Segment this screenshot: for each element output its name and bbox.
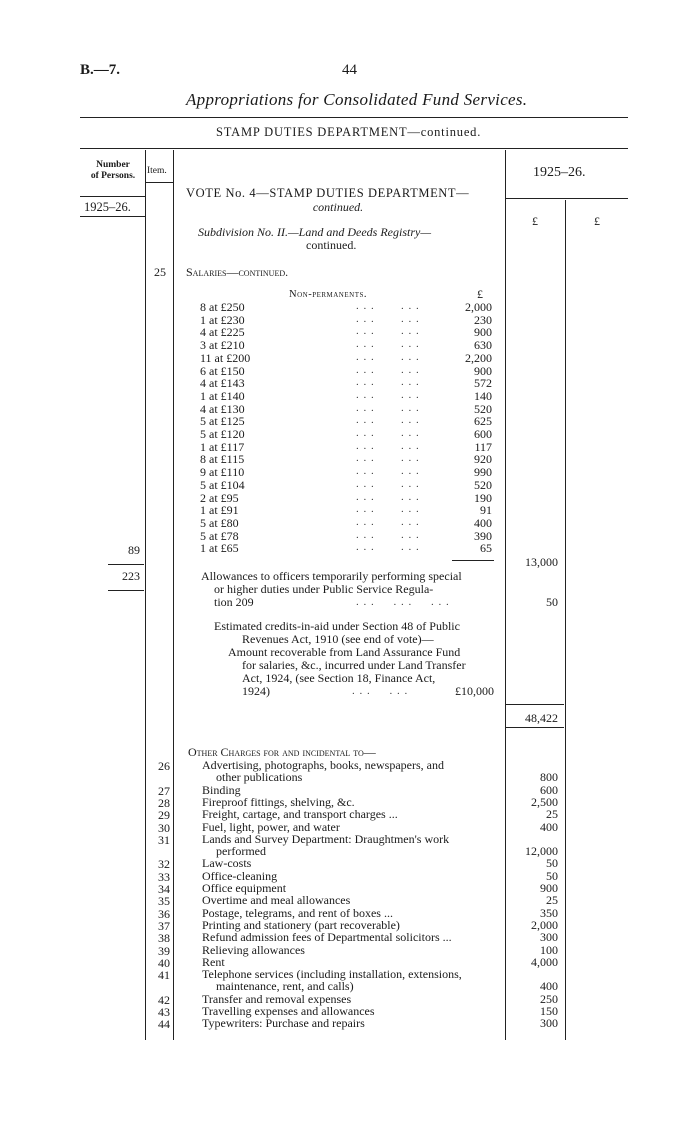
header-item-rule — [146, 182, 173, 183]
persons-total-rule — [108, 590, 144, 591]
subdivision-continued: continued. — [306, 238, 357, 252]
salary-row-leader: . . . . . . — [356, 312, 420, 325]
other-charge-label: Fuel, light, power, and water — [202, 819, 340, 834]
salary-row-label: 5 at £125 — [200, 414, 245, 429]
other-charge-amount: 400 — [540, 979, 558, 994]
other-charge-amount: 900 — [540, 881, 558, 895]
other-charge-amount: 12,000 — [525, 844, 558, 859]
other-charge-item-number: 31 — [158, 832, 170, 847]
salary-row-amount: 140 — [474, 388, 492, 403]
subtotal-top-rule — [506, 704, 564, 705]
salary-row-leader: . . . . . . — [356, 363, 420, 376]
other-charge-item-number: 42 — [158, 992, 170, 1007]
header-pound-1: £ — [532, 214, 538, 228]
salary-row-label: 5 at £80 — [200, 515, 239, 530]
header-number-line2: of Persons. — [90, 171, 136, 181]
allowances-line-2: or higher duties under Public Service Regula- — [214, 582, 434, 596]
other-charge-label: Law-costs — [202, 856, 252, 871]
other-charge-label: Office equipment — [202, 881, 287, 895]
credits-leader: . . . . . . — [352, 685, 409, 697]
other-charge-label: Binding — [202, 782, 241, 797]
other-charge-item-number: 27 — [158, 783, 170, 798]
salary-row-label: 1 at £91 — [200, 503, 239, 518]
other-charge-item-number: 44 — [158, 1017, 170, 1032]
other-charge-label: Printing and stationery (part recoverable) — [202, 917, 400, 932]
salary-row-label: 4 at £225 — [200, 325, 245, 340]
allowances-line-3: tion 209 — [214, 595, 254, 609]
salary-row-label: 8 at £250 — [200, 300, 245, 314]
header-pound-2: £ — [594, 214, 600, 228]
salary-row-leader: . . . . . . — [356, 528, 420, 541]
other-charge-label: Office-cleaning — [202, 868, 278, 883]
persons-total: 223 — [122, 569, 140, 583]
header-year-left: 1925–26. — [84, 200, 131, 214]
salary-row-amount: 572 — [474, 376, 492, 391]
salary-row-leader: . . . . . . — [356, 477, 420, 490]
salary-row-leader: . . . . . . — [356, 465, 420, 478]
salary-row-leader: . . . . . . — [356, 300, 420, 312]
other-charge-label: Transfer and removal expenses — [202, 991, 352, 1006]
subdivision-title: Subdivision No. II.—Land and Deeds Registry— — [198, 225, 431, 239]
page-code: B.—7. — [80, 62, 121, 78]
other-charge-amount: 25 — [546, 807, 558, 822]
salary-row-amount: 65 — [480, 541, 492, 556]
col-sep-money-mid — [565, 200, 566, 1040]
other-charge-label: Lands and Survey Department: Draughtmen's work — [202, 831, 450, 846]
salary-row-amount: 2,200 — [465, 350, 492, 365]
credits-line-1: Estimated credits-in-aid under Section 48 of Public — [214, 619, 460, 633]
salary-row-leader: . . . . . . — [356, 414, 420, 427]
other-charge-item-number: 33 — [158, 869, 170, 884]
salary-row-leader: . . . . . . — [356, 350, 420, 363]
dept-heading — [216, 125, 481, 140]
other-charge-label: performed — [216, 844, 266, 859]
salary-row-leader: . . . . . . — [356, 427, 420, 439]
salary-row-label: 4 at £130 — [200, 401, 245, 416]
nonperm-heading: Non-permanents. — [289, 289, 367, 300]
other-charge-label: Relieving allowances — [202, 942, 305, 957]
other-charge-item-number: 39 — [158, 943, 170, 958]
salary-row-leader: . . . . . . — [356, 338, 420, 351]
salary-row-leader: . . . . . . — [356, 541, 420, 554]
salary-row-amount: 2,000 — [465, 300, 492, 314]
header-number — [82, 160, 144, 182]
allowances-leader: . . . . . . . . . — [356, 596, 450, 608]
salary-row-label: 1 at £117 — [200, 439, 245, 454]
table-top-rule — [80, 148, 628, 149]
other-charge-amount: 150 — [540, 1004, 558, 1018]
salary-row-label: 5 at £120 — [200, 427, 245, 441]
other-charge-label: Rent — [202, 954, 225, 969]
other-charge-amount: 2,500 — [531, 794, 558, 809]
other-charges-heading — [188, 746, 376, 759]
other-charge-amount: 2,000 — [531, 917, 558, 932]
salary-row-amount: 900 — [474, 363, 492, 378]
other-charges-heading-text: Other Charges for and incidental to— — [188, 745, 376, 759]
nonperm-total-rule — [452, 560, 494, 561]
other-charge-item-number: 43 — [158, 1005, 170, 1019]
other-charge-label: Telephone services (including installation, extensions, — [202, 967, 462, 982]
header-year-rule — [506, 198, 628, 199]
other-charge-item-number: 36 — [158, 906, 170, 921]
subtotal-bottom-rule — [506, 727, 564, 728]
salary-row-leader: . . . . . . — [356, 515, 420, 528]
salary-row-amount: 117 — [474, 439, 492, 454]
salary-row-leader: . . . . . . — [356, 388, 420, 401]
salary-row-label: 5 at £78 — [200, 528, 239, 543]
page-number: 44 — [342, 62, 357, 78]
other-charge-amount: 400 — [540, 819, 558, 834]
subtotal-amount: 48,422 — [525, 711, 558, 725]
allowances-line-1: Allowances to officers temporarily performing special — [201, 569, 462, 583]
salary-row-leader: . . . . . . — [356, 490, 420, 503]
allowances-amount: 50 — [546, 595, 558, 609]
other-charge-amount: 250 — [540, 991, 558, 1006]
salary-row-amount: 600 — [474, 427, 492, 441]
persons-subtotal-rule — [108, 564, 144, 565]
other-charge-label: Freight, cartage, and transport charges ... — [202, 807, 398, 822]
other-charge-amount: 25 — [546, 893, 558, 908]
other-charge-item-number: 38 — [158, 931, 170, 946]
salary-row-amount: 900 — [474, 325, 492, 340]
header-year-left-rule — [80, 216, 145, 217]
nonperm-pound: £ — [477, 287, 483, 301]
salary-row-amount: 190 — [474, 490, 492, 505]
vote-title: VOTE No. 4—STAMP DUTIES DEPARTMENT— — [186, 186, 470, 200]
persons-subtotal: 89 — [128, 543, 140, 557]
other-charge-item-number: 28 — [158, 795, 170, 810]
other-charge-label: maintenance, rent, and calls) — [216, 979, 354, 994]
salary-row-leader: . . . . . . — [356, 401, 420, 414]
other-charge-label: Postage, telegrams, and rent of boxes ... — [202, 905, 393, 920]
credits-amount: £10,000 — [455, 684, 494, 698]
other-charge-item-number: 32 — [158, 857, 170, 872]
salaries-total: 13,000 — [525, 555, 558, 569]
salary-row-amount: 390 — [474, 528, 492, 543]
salary-row-amount: 400 — [474, 515, 492, 530]
col-sep-item-right — [173, 150, 174, 1040]
salary-row-amount: 230 — [474, 312, 492, 327]
salary-row-label: 4 at £143 — [200, 376, 245, 391]
vote-continued: continued. — [312, 200, 364, 214]
credits-line-5: Act, 1924, (see Section 18, Finance Act, — [242, 671, 436, 685]
salary-row-label: 1 at £65 — [200, 541, 239, 556]
other-charge-item-number: 35 — [158, 894, 170, 909]
header-year-right: 1925–26. — [533, 165, 586, 180]
salaries-item-number: 25 — [154, 265, 166, 279]
header-number-line1: Number — [96, 160, 130, 170]
header-rule — [80, 117, 628, 118]
other-charge-amount: 600 — [540, 782, 558, 797]
other-charge-amount: 50 — [546, 868, 558, 883]
other-charge-label: Typewriters: Purchase and repairs — [202, 1016, 365, 1031]
salary-row-label: 9 at £110 — [200, 465, 245, 480]
other-charge-amount: 300 — [540, 930, 558, 945]
salary-row-label: 6 at £150 — [200, 363, 245, 378]
col-sep-desc-right — [505, 150, 506, 1040]
salary-row-amount: 91 — [480, 503, 492, 518]
other-charge-label: Fireproof fittings, shelving, &c. — [202, 794, 355, 809]
credits-line-6: 1924) — [242, 684, 270, 698]
other-charge-amount: 800 — [540, 770, 558, 785]
other-charge-amount: 4,000 — [531, 954, 558, 969]
other-charge-amount: 300 — [540, 1016, 558, 1031]
salary-row-amount: 520 — [474, 401, 492, 416]
salary-row-leader: . . . . . . — [356, 376, 420, 389]
page-title: Appropriations for Consolidated Fund Services. — [186, 90, 528, 109]
salary-row-label: 1 at £230 — [200, 312, 245, 327]
other-charge-label: Overtime and meal allowances — [202, 893, 351, 908]
salary-row-label: 5 at £104 — [200, 477, 245, 492]
other-charge-item-number: 41 — [158, 968, 170, 983]
credits-line-4: for salaries, &c., incurred under Land Transfer — [242, 658, 466, 672]
salary-row-amount: 990 — [474, 465, 492, 480]
dept-heading-text: STAMP DUTIES DEPARTMENT—continued. — [216, 125, 482, 139]
salary-row-leader: . . . . . . — [356, 325, 420, 338]
other-charge-item-number: 26 — [158, 759, 170, 773]
other-charge-label: other publications — [216, 770, 303, 785]
salary-row-amount: 520 — [474, 477, 492, 492]
salary-row-label: 8 at £115 — [200, 452, 245, 467]
salary-row-label: 3 at £210 — [200, 338, 245, 353]
other-charge-item-number: 37 — [158, 918, 170, 933]
header-number-rule — [80, 196, 145, 197]
other-charge-amount: 100 — [540, 942, 558, 957]
salaries-heading — [186, 265, 288, 280]
other-charge-item-number: 40 — [158, 955, 170, 970]
credits-line-3: Amount recoverable from Land Assurance Fund — [228, 645, 461, 659]
salary-row-leader: . . . . . . — [356, 452, 420, 465]
credits-line-2: Revenues Act, 1910 (see end of vote)— — [242, 632, 434, 646]
salary-row-amount: 630 — [474, 338, 492, 353]
other-charge-label: Travelling expenses and allowances — [202, 1004, 375, 1018]
salary-row-leader: . . . . . . — [356, 503, 420, 516]
other-charge-item-number: 34 — [158, 882, 170, 896]
salary-row-amount: 625 — [474, 414, 492, 429]
salary-row-label: 11 at £200 — [200, 350, 251, 365]
salary-row-leader: . . . . . . — [356, 439, 420, 452]
other-charge-label: Advertising, photographs, books, newspapers, and — [202, 758, 444, 772]
other-charge-item-number: 29 — [158, 808, 170, 823]
other-charge-item-number: 30 — [158, 820, 170, 835]
other-charge-amount: 50 — [546, 856, 558, 871]
salary-row-label: 1 at £140 — [200, 388, 245, 403]
other-charge-amount: 350 — [540, 905, 558, 920]
other-charge-label: Refund admission fees of Departmental solicitors ... — [202, 930, 452, 945]
salaries-heading-text: Salaries—continued. — [186, 265, 289, 279]
salary-row-label: 2 at £95 — [200, 490, 239, 505]
salary-row-amount: 920 — [474, 452, 492, 467]
header-item: Item. — [147, 166, 167, 176]
